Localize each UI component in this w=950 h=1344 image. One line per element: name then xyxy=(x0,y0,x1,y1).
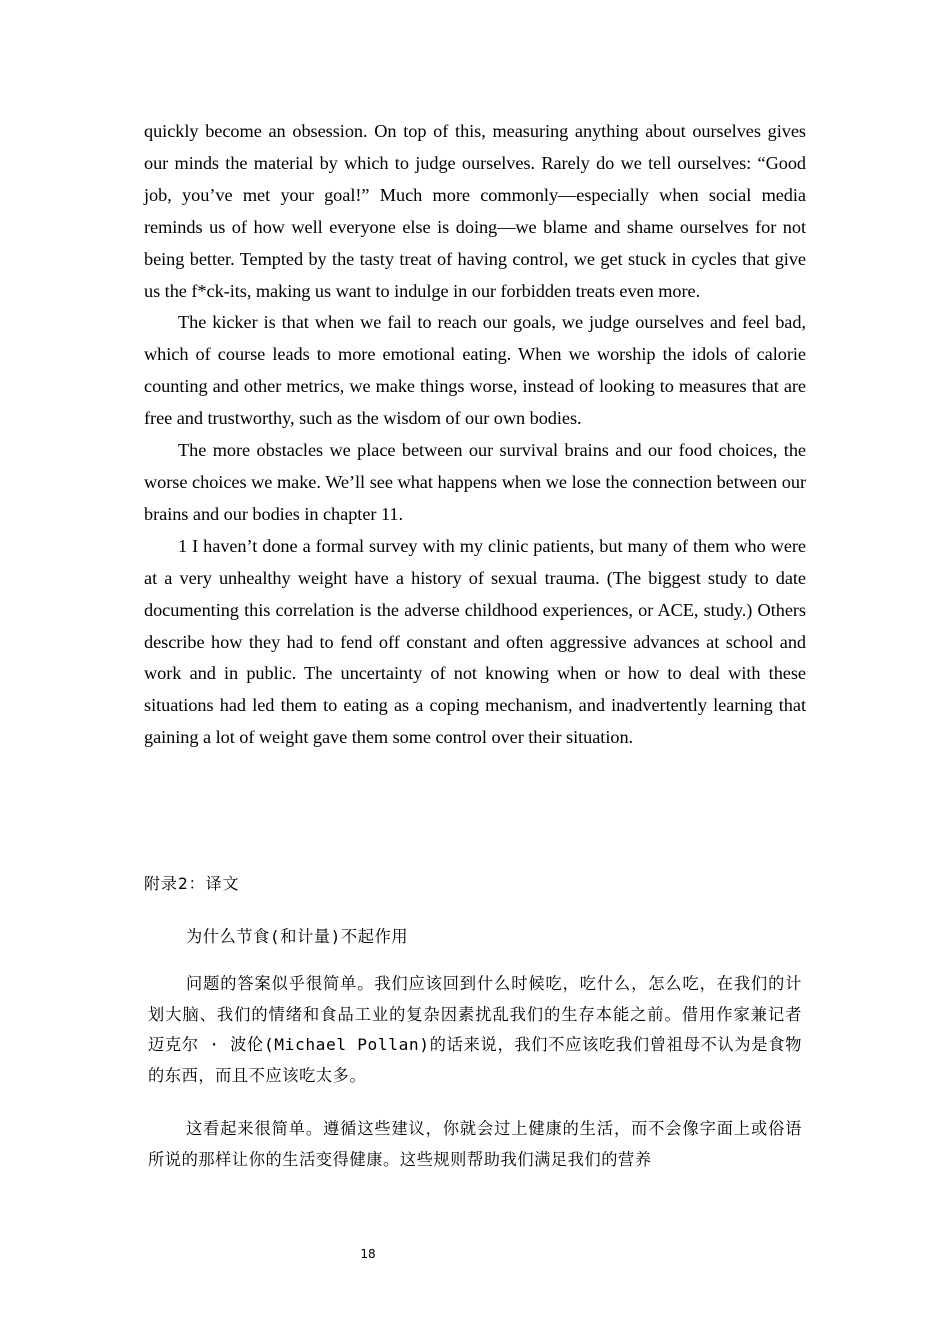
page-number: 18 xyxy=(360,1247,376,1261)
chinese-paragraph-1: 问题的答案似乎很简单。我们应该回到什么时候吃，吃什么，怎么吃，在我们的计划大脑、我们的情绪和食品工业的复杂因素扰乱我们的生存本能之前。借用作家兼记者迈克尔 · 波伦(Michael Pollan)的话来说，我们不应该吃我们曾祖母不认为是食物的东西，而且不应该吃太多。 xyxy=(148,974,802,1085)
english-text-section xyxy=(144,116,806,754)
paragraph-obsession: quickly become an obsession. On top of this, measuring anything about ourselves gives our minds the material by which to judge ourselves. Rarely do we tell ourselves: “Good job, you’ve met your goal!” Much more commonly—especially when social media reminds us of how well everyone else is doing—we blame and shame ourselves for not being better. Tempted by the tasty treat of having control, we get stuck in cycles that give us the f*ck-its, making us want to indulge in our forbidden treats even more. xyxy=(144,121,806,301)
paragraph-obstacles: The more obstacles we place between our survival brains and our food choices, the worse choices we make. We’ll see what happens when we lose the connection between our brains and our bodies in chapter 11. xyxy=(144,440,806,524)
appendix-title: 附录2：译文 xyxy=(144,874,240,893)
chinese-paragraph-2: 这看起来很简单。遵循这些建议，你就会过上健康的生活，而不会像字面上或俗语所说的那样让你的生活变得健康。这些规则帮助我们满足我们的营养 xyxy=(148,1119,802,1169)
chinese-section-heading: 为什么节食(和计量)不起作用 xyxy=(186,927,409,946)
paragraph-kicker: The kicker is that when we fail to reach our goals, we judge ourselves and feel bad, which of course leads to more emotional eating. When we worship the idols of calorie counting and other metrics, we make things worse, instead of looking to measures that are free and trustworthy, such as the wisdom of our own bodies. xyxy=(144,312,806,429)
paragraph-footnote-1: 1 I haven’t done a formal survey with my clinic patients, but many of them who were at a very unhealthy weight have a history of sexual trauma. (The biggest study to date documenting this correlation is the adverse childhood experiences, or ACE, study.) Others describe how they had to fend off constant and often aggressive advances at school and work and in public. The uncertainty of not knowing when or how to deal with these situations had led them to eating as a coping mechanism, and inadvertently learning that gaining a lot of weight gave them some control over their situation. xyxy=(144,535,806,748)
